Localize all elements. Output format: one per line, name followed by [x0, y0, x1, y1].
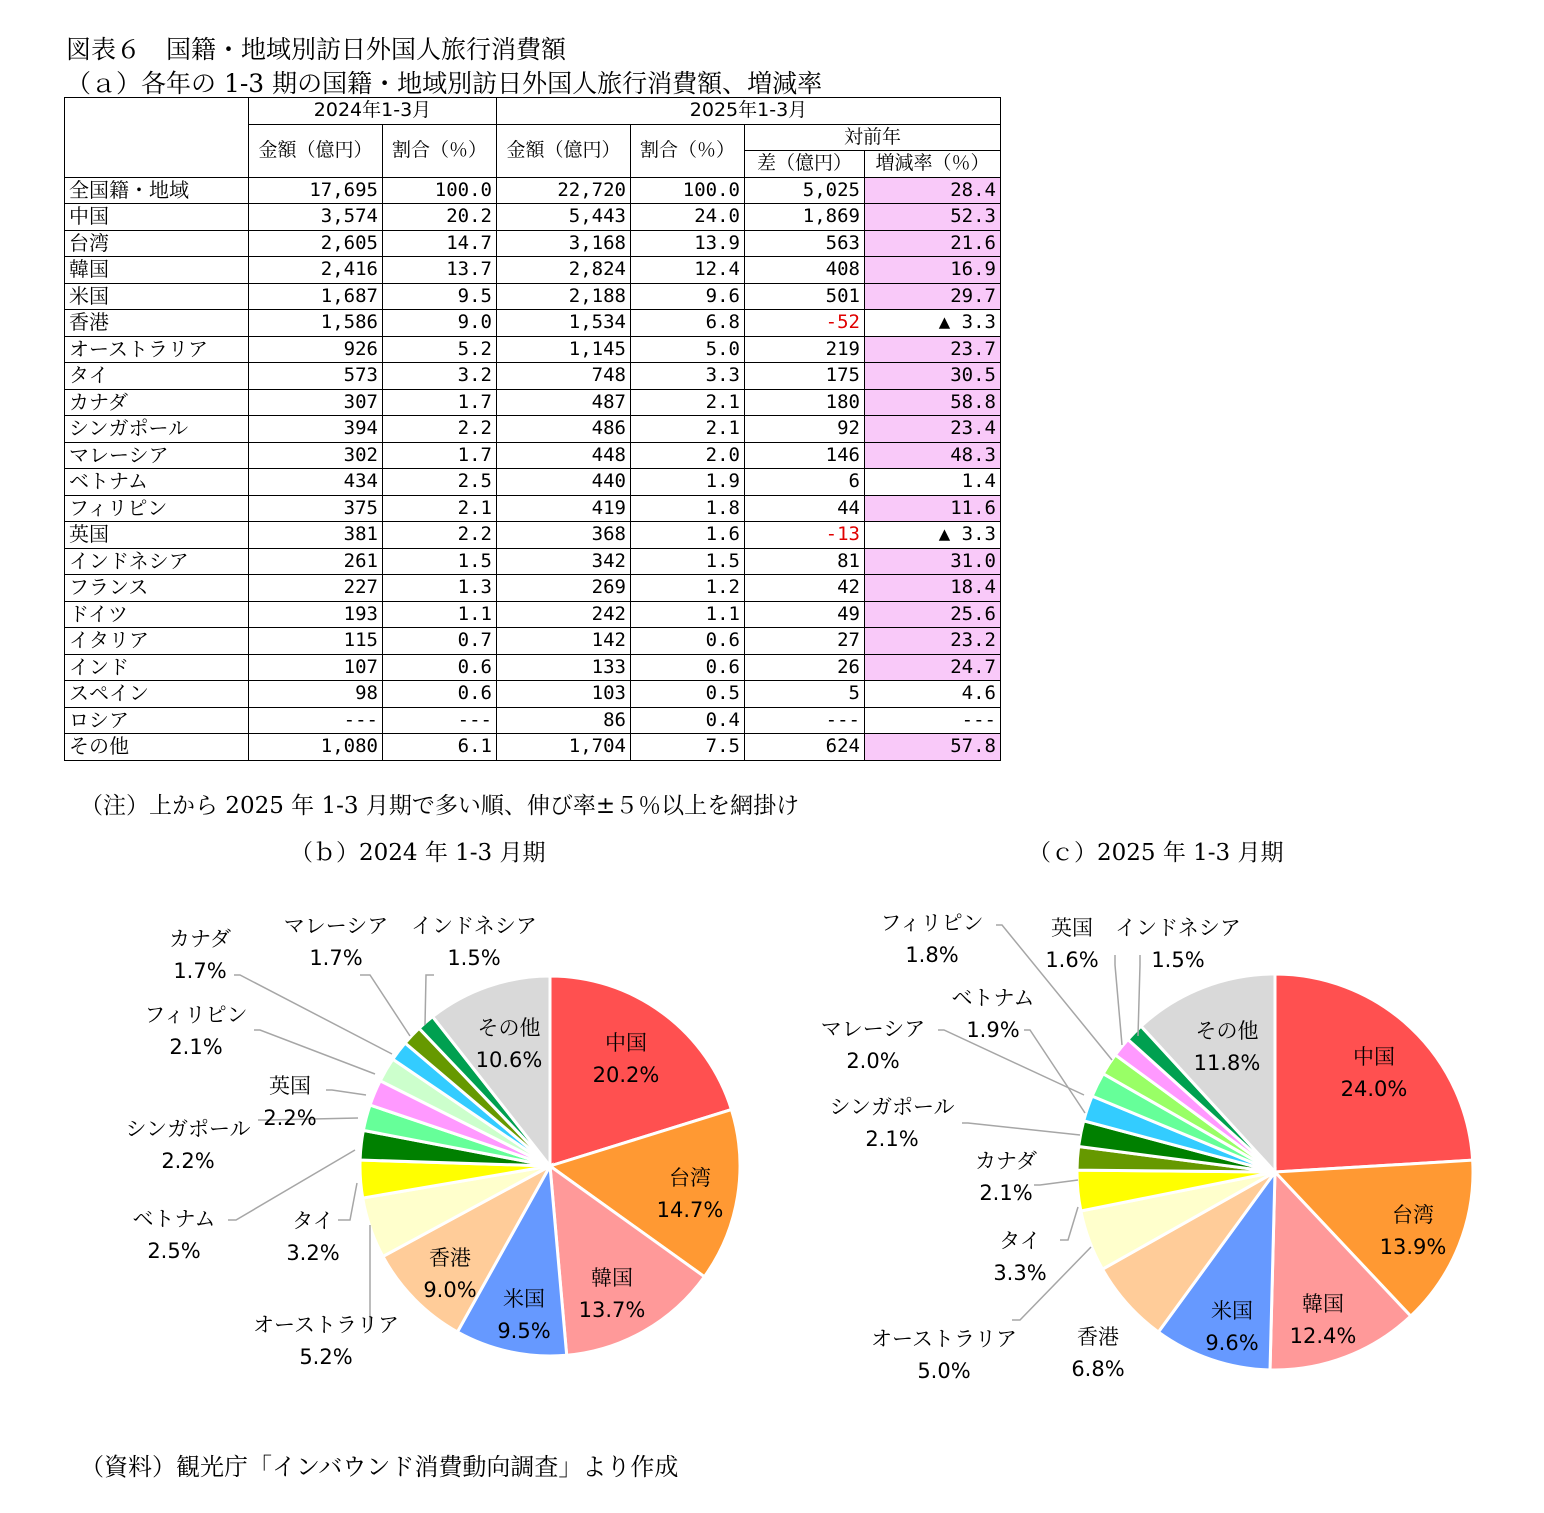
cell-a24: 1,687: [249, 283, 383, 310]
cell-a24: 375: [249, 495, 383, 522]
cell-a24: 1,080: [249, 734, 383, 761]
cell-rate: 57.8: [865, 734, 1001, 761]
cell-diff: 175: [745, 363, 865, 390]
cell-rate: 30.5: [865, 363, 1001, 390]
cell-rate: 58.8: [865, 389, 1001, 416]
slice-label: 米国: [1211, 1299, 1253, 1323]
cell-a24: 115: [249, 628, 383, 655]
cell-s24: 0.6: [383, 681, 497, 708]
cell-diff: 27: [745, 628, 865, 655]
cell-s25: 1.2: [631, 575, 745, 602]
row-label: シンガポール: [65, 416, 249, 443]
cell-rate: ▲ 3.3: [865, 522, 1001, 549]
cell-s25: 0.4: [631, 707, 745, 734]
header-2025: 2025年1-3月: [497, 98, 1001, 125]
cell-s24: 14.7: [383, 230, 497, 257]
slice-value: 9.6%: [1205, 1331, 1259, 1355]
slice-label: マレーシア: [283, 914, 389, 938]
cell-s25: 5.0: [631, 336, 745, 363]
slice-value: 1.8%: [905, 943, 959, 967]
cell-diff: 146: [745, 442, 865, 469]
header-yoy: 対前年: [745, 124, 1001, 151]
table-note: （注）上から 2025 年 1-3 月期で多い順、伸び率±５％以上を網掛け: [80, 793, 800, 819]
cell-diff: 624: [745, 734, 865, 761]
row-label: 台湾: [65, 230, 249, 257]
cell-s25: 2.0: [631, 442, 745, 469]
row-label: 香港: [65, 310, 249, 337]
cell-diff: 49: [745, 601, 865, 628]
slice-label: シンガポール: [829, 1095, 955, 1119]
slice-value: 10.6%: [475, 1048, 543, 1072]
cell-diff: 44: [745, 495, 865, 522]
cell-rate: ▲ 3.3: [865, 310, 1001, 337]
row-label: カナダ: [65, 389, 249, 416]
cell-rate: 23.2: [865, 628, 1001, 655]
cell-rate: 11.6: [865, 495, 1001, 522]
cell-rate: 24.7: [865, 654, 1001, 681]
leader-line: [1115, 955, 1122, 1045]
cell-a24: 926: [249, 336, 383, 363]
slice-label: 韓国: [591, 1266, 633, 1290]
cell-s25: 1.6: [631, 522, 745, 549]
cell-a25: 86: [497, 707, 631, 734]
slice-label: インドネシア: [411, 914, 537, 938]
leader-line: [254, 1030, 375, 1074]
cell-diff: -52: [745, 310, 865, 337]
cell-rate: ---: [865, 707, 1001, 734]
slice-value: 2.0%: [846, 1049, 900, 1073]
slice-value: 2.1%: [979, 1181, 1033, 1205]
cell-s25: 0.6: [631, 654, 745, 681]
row-label: マレーシア: [65, 442, 249, 469]
cell-s24: 1.7: [383, 442, 497, 469]
row-label: その他: [65, 734, 249, 761]
row-label: ロシア: [65, 707, 249, 734]
cell-a25: 103: [497, 681, 631, 708]
cell-rate: 52.3: [865, 204, 1001, 231]
slice-value: 3.3%: [993, 1261, 1047, 1285]
slice-label: ベトナム: [951, 986, 1035, 1010]
cell-diff: 563: [745, 230, 865, 257]
cell-rate: 21.6: [865, 230, 1001, 257]
cell-a25: 342: [497, 548, 631, 575]
slice-value: 1.9%: [966, 1018, 1020, 1042]
header-2024: 2024年1-3月: [249, 98, 497, 125]
cell-rate: 25.6: [865, 601, 1001, 628]
cell-a25: 487: [497, 389, 631, 416]
slice-value: 2.5%: [147, 1239, 201, 1263]
slice-label: 米国: [503, 1287, 545, 1311]
cell-s25: 24.0: [631, 204, 745, 231]
cell-s25: 2.1: [631, 389, 745, 416]
cell-diff: 6: [745, 469, 865, 496]
pie-2025-title: （ｃ）2025 年 1-3 月期: [1028, 840, 1284, 866]
cell-diff: 5: [745, 681, 865, 708]
cell-rate: 29.7: [865, 283, 1001, 310]
cell-diff: -13: [745, 522, 865, 549]
slice-label: タイ: [292, 1209, 334, 1233]
cell-a24: 1,586: [249, 310, 383, 337]
cell-s24: 5.2: [383, 336, 497, 363]
cell-s24: 0.7: [383, 628, 497, 655]
cell-s25: 9.6: [631, 283, 745, 310]
cell-diff: 180: [745, 389, 865, 416]
cell-a25: 2,824: [497, 257, 631, 284]
cell-rate: 1.4: [865, 469, 1001, 496]
slice-label: フィリピン: [144, 1003, 248, 1027]
cell-s25: 1.5: [631, 548, 745, 575]
cell-a25: 748: [497, 363, 631, 390]
cell-a24: 2,605: [249, 230, 383, 257]
leader-line: [326, 1090, 366, 1095]
cell-a25: 269: [497, 575, 631, 602]
row-label: 韓国: [65, 257, 249, 284]
slice-value: 13.9%: [1379, 1235, 1447, 1259]
cell-rate: 48.3: [865, 442, 1001, 469]
slice-value: 9.5%: [497, 1319, 551, 1343]
slice-label: マレーシア: [820, 1017, 926, 1041]
slice-value: 9.0%: [423, 1278, 477, 1302]
cell-s24: 100.0: [383, 177, 497, 204]
cell-s24: 1.3: [383, 575, 497, 602]
header-diff: 差（億円）: [745, 151, 865, 178]
cell-s24: 0.6: [383, 654, 497, 681]
cell-s25: 13.9: [631, 230, 745, 257]
cell-rate: 23.4: [865, 416, 1001, 443]
cell-s24: 2.2: [383, 522, 497, 549]
slice-value: 12.4%: [1289, 1324, 1357, 1348]
leader-line: [360, 975, 410, 1036]
cell-a25: 1,704: [497, 734, 631, 761]
slice-value: 11.8%: [1193, 1051, 1261, 1075]
cell-rate: 28.4: [865, 177, 1001, 204]
row-label: タイ: [65, 363, 249, 390]
row-label: インド: [65, 654, 249, 681]
slice-value: 14.7%: [656, 1198, 724, 1222]
cell-a24: 17,695: [249, 177, 383, 204]
slice-value: 13.7%: [578, 1298, 646, 1322]
cell-rate: 4.6: [865, 681, 1001, 708]
cell-s24: 3.2: [383, 363, 497, 390]
pie-2024-title: （ｂ）2024 年 1-3 月期: [290, 840, 546, 866]
cell-a25: 1,145: [497, 336, 631, 363]
cell-rate: 18.4: [865, 575, 1001, 602]
cell-s24: 2.1: [383, 495, 497, 522]
cell-a24: 394: [249, 416, 383, 443]
row-label: スペイン: [65, 681, 249, 708]
slice-label: オーストラリア: [253, 1313, 399, 1337]
header-share-2024: 割合（％）: [383, 124, 497, 177]
slice-value: 1.6%: [1045, 948, 1099, 972]
leader-line: [338, 1183, 357, 1220]
cell-a25: 419: [497, 495, 631, 522]
cell-a25: 2,188: [497, 283, 631, 310]
cell-a24: 98: [249, 681, 383, 708]
cell-a25: 440: [497, 469, 631, 496]
cell-s24: ---: [383, 707, 497, 734]
cell-s24: 9.5: [383, 283, 497, 310]
header-amount-2025: 金額（億円）: [497, 124, 631, 177]
cell-s25: 0.6: [631, 628, 745, 655]
row-label: 全国籍・地域: [65, 177, 249, 204]
cell-a25: 3,168: [497, 230, 631, 257]
cell-a25: 1,534: [497, 310, 631, 337]
slice-label: 香港: [1077, 1325, 1119, 1349]
cell-a24: 261: [249, 548, 383, 575]
cell-s24: 1.5: [383, 548, 497, 575]
cell-s24: 1.7: [383, 389, 497, 416]
slice-value: 1.5%: [447, 946, 501, 970]
cell-s25: 1.1: [631, 601, 745, 628]
row-label: フランス: [65, 575, 249, 602]
cell-a24: 3,574: [249, 204, 383, 231]
figure-title: 図表６ 国籍・地域別訪日外国人旅行消費額: [66, 35, 567, 64]
cell-diff: ---: [745, 707, 865, 734]
slice-label: ベトナム: [132, 1207, 216, 1231]
slice-label: 中国: [605, 1031, 647, 1055]
cell-s25: 1.9: [631, 469, 745, 496]
cell-a25: 133: [497, 654, 631, 681]
slice-value: 1.5%: [1151, 948, 1205, 972]
cell-rate: 23.7: [865, 336, 1001, 363]
header-rate: 増減率（％）: [865, 151, 1001, 178]
leader-line: [962, 1123, 1080, 1135]
row-label: 米国: [65, 283, 249, 310]
slice-label: 台湾: [669, 1166, 711, 1190]
cell-a25: 448: [497, 442, 631, 469]
slice-value: 6.8%: [1071, 1357, 1125, 1381]
cell-s24: 2.5: [383, 469, 497, 496]
cell-diff: 408: [745, 257, 865, 284]
cell-diff: 5,025: [745, 177, 865, 204]
slice-label: インドネシア: [1115, 916, 1241, 940]
row-label: インドネシア: [65, 548, 249, 575]
leader-line: [1060, 1207, 1078, 1240]
slice-label: その他: [477, 1016, 541, 1040]
cell-s25: 12.4: [631, 257, 745, 284]
cell-a25: 142: [497, 628, 631, 655]
header-amount-2024: 金額（億円）: [249, 124, 383, 177]
cell-s24: 2.2: [383, 416, 497, 443]
cell-s25: 0.5: [631, 681, 745, 708]
slice-label: タイ: [999, 1229, 1041, 1253]
cell-a24: 2,416: [249, 257, 383, 284]
slice-label: その他: [1195, 1019, 1259, 1043]
row-label: 英国: [65, 522, 249, 549]
cell-diff: 26: [745, 654, 865, 681]
cell-a24: 307: [249, 389, 383, 416]
slice-label: 英国: [1051, 916, 1093, 940]
cell-s25: 100.0: [631, 177, 745, 204]
cell-a24: 573: [249, 363, 383, 390]
row-label: フィリピン: [65, 495, 249, 522]
slice-value: 5.2%: [299, 1345, 353, 1369]
leader-line: [1138, 955, 1140, 1036]
cell-diff: 501: [745, 283, 865, 310]
slice-value: 5.0%: [917, 1359, 971, 1383]
pie-slice: [1275, 974, 1473, 1172]
cell-s25: 2.1: [631, 416, 745, 443]
leader-line: [234, 975, 392, 1054]
slice-value: 1.7%: [173, 959, 227, 983]
slice-label: シンガポール: [125, 1117, 251, 1141]
cell-a25: 5,443: [497, 204, 631, 231]
slice-label: 韓国: [1302, 1292, 1344, 1316]
cell-diff: 1,869: [745, 204, 865, 231]
cell-diff: 219: [745, 336, 865, 363]
cell-a24: 193: [249, 601, 383, 628]
cell-a24: 227: [249, 575, 383, 602]
slice-label: フィリピン: [880, 911, 984, 935]
table-title: （ａ）各年の 1-3 期の国籍・地域別訪日外国人旅行消費額、増減率: [66, 69, 823, 98]
cell-a24: 434: [249, 469, 383, 496]
cell-s25: 7.5: [631, 734, 745, 761]
cell-a25: 242: [497, 601, 631, 628]
row-label: ドイツ: [65, 601, 249, 628]
slice-label: 香港: [429, 1246, 471, 1270]
cell-s25: 1.8: [631, 495, 745, 522]
cell-s24: 9.0: [383, 310, 497, 337]
cell-a24: 381: [249, 522, 383, 549]
cell-s24: 20.2: [383, 204, 497, 231]
row-label: オーストラリア: [65, 336, 249, 363]
row-label: イタリア: [65, 628, 249, 655]
slice-value: 2.1%: [169, 1035, 223, 1059]
slice-value: 3.2%: [286, 1241, 340, 1265]
cell-a25: 486: [497, 416, 631, 443]
slice-label: カナダ: [169, 927, 231, 951]
cell-a25: 368: [497, 522, 631, 549]
leader-line: [1034, 1180, 1078, 1185]
row-label: 中国: [65, 204, 249, 231]
cell-a25: 22,720: [497, 177, 631, 204]
row-label: ベトナム: [65, 469, 249, 496]
slice-value: 1.7%: [309, 946, 363, 970]
cell-s24: 1.1: [383, 601, 497, 628]
cell-diff: 81: [745, 548, 865, 575]
cell-diff: 92: [745, 416, 865, 443]
slice-label: オーストラリア: [871, 1327, 1017, 1351]
header-share-2025: 割合（％）: [631, 124, 745, 177]
slice-value: 2.2%: [263, 1106, 317, 1130]
cell-s24: 6.1: [383, 734, 497, 761]
slice-value: 2.2%: [161, 1149, 215, 1173]
cell-s24: 13.7: [383, 257, 497, 284]
slice-label: カナダ: [975, 1149, 1037, 1173]
slice-label: 中国: [1353, 1045, 1395, 1069]
slice-label: 英国: [269, 1074, 311, 1098]
cell-a24: 107: [249, 654, 383, 681]
cell-a24: ---: [249, 707, 383, 734]
slice-label: 台湾: [1392, 1203, 1434, 1227]
slice-value: 2.1%: [865, 1127, 919, 1151]
cell-rate: 31.0: [865, 548, 1001, 575]
cell-s25: 6.8: [631, 310, 745, 337]
cell-s25: 3.3: [631, 363, 745, 390]
cell-diff: 42: [745, 575, 865, 602]
slice-value: 20.2%: [592, 1063, 660, 1087]
cell-rate: 16.9: [865, 257, 1001, 284]
slice-value: 24.0%: [1340, 1077, 1408, 1101]
source-note: （資料）観光庁「インバウンド消費動向調査」より作成: [80, 1453, 679, 1481]
cell-a24: 302: [249, 442, 383, 469]
